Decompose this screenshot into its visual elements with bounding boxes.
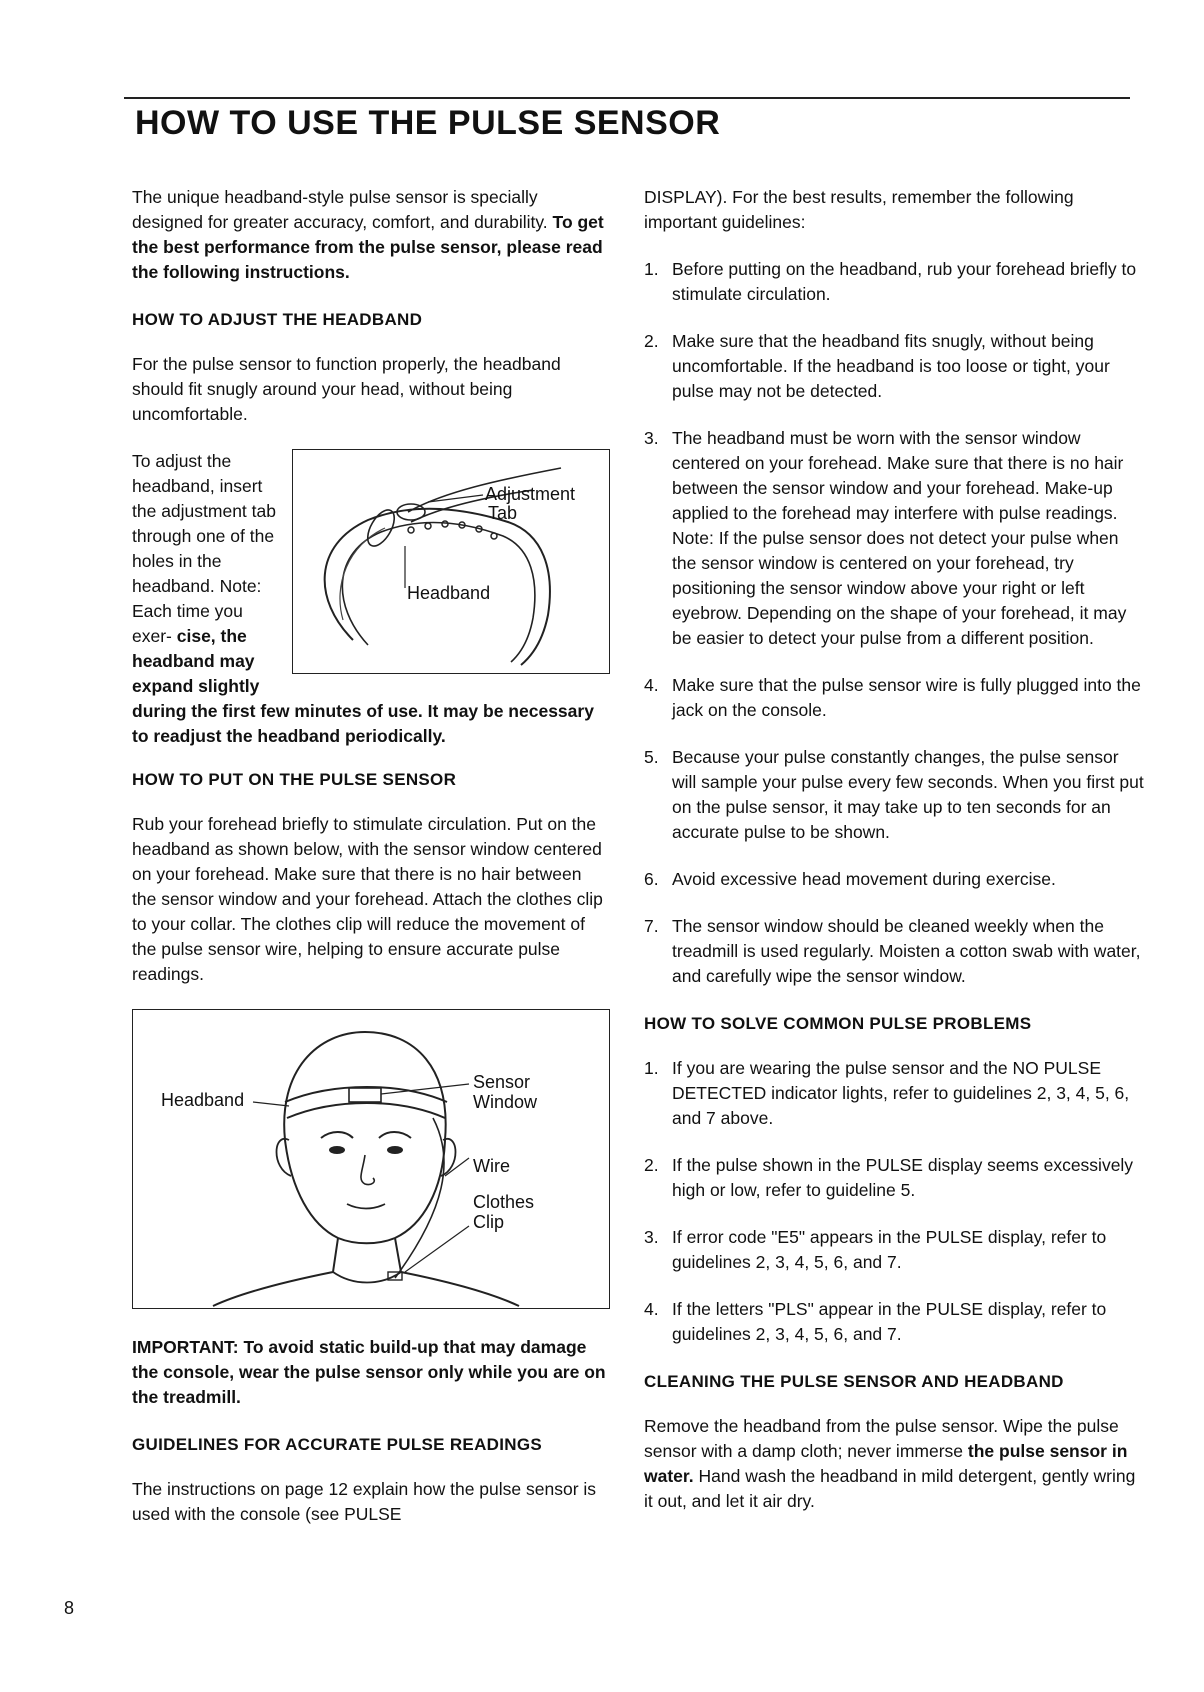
worn-headband-bottom: [287, 1103, 445, 1118]
label-window: Window: [473, 1092, 538, 1112]
adjust-headband-paragraph: For the pulse sensor to function properly, the headband should fit snugly around your head, without being uncomfortable.: [132, 354, 561, 424]
list-item: 4. Make sure that the pulse sensor wire is fully plugged into the jack on the console.: [644, 675, 1141, 720]
put-on-paragraph: Rub your forehead briefly to stimulate circulation. Put on the headband as shown below, with the sensor window centered on your forehead. Make sure that there is no hair between the sensor window and your forehead. Attach the clothes clip to your collar. The clothes clip will reduce the movement of the pulse sensor wire, helping to ensure accurate pulse readings.: [132, 814, 603, 984]
cleaning-heading: CLEANING THE PULSE SENSOR AND HEADBAND: [644, 1372, 1064, 1391]
label-tab: Tab: [488, 503, 518, 523]
right-brow: [379, 1132, 411, 1138]
adjust-note-bold: cise, the headband may expand slightly during the first few minutes of use. It may be necessary to readjust the headband periodically.: [132, 626, 594, 746]
problems-list: [644, 1056, 1144, 1347]
head-outline: [284, 1032, 445, 1243]
page-title: HOW TO USE THE PULSE SENSOR: [135, 104, 721, 142]
right-eye: [387, 1146, 403, 1154]
intro-text: The unique headband-style pulse sensor is specially designed for greater accuracy, comfort, and durability.: [132, 187, 548, 232]
right-shoulder: [395, 1238, 519, 1306]
label-wire: Wire: [473, 1156, 510, 1176]
guidelines-continued: DISPLAY). For the best results, remember the following important guidelines:: [644, 187, 1074, 232]
left-column: [132, 185, 610, 1549]
collar: [333, 1272, 401, 1283]
list-item: 2. If the pulse shown in the PULSE display seems excessively high or low, refer to guideline 5.: [644, 1155, 1134, 1200]
problems-heading: HOW TO SOLVE COMMON PULSE PROBLEMS: [644, 1014, 1032, 1033]
title-rule: [124, 97, 1130, 99]
man-wearing-headband-illustration: [133, 1010, 609, 1308]
adjust-section: [132, 449, 610, 749]
left-ear: [277, 1139, 292, 1176]
guidelines-list: [644, 257, 1144, 989]
label-sensor: Sensor: [473, 1072, 531, 1092]
adjustment-tab-shape: [397, 504, 425, 520]
left-brow: [321, 1132, 353, 1138]
label-clip: Clip: [473, 1212, 505, 1232]
adjust-instructions-text: To adjust the headband, insert the adjustment tab through one of the holes in the headband. Note: Each time you exer-: [132, 451, 276, 646]
page-number: 8: [64, 1598, 75, 1618]
mouth: [347, 1204, 385, 1209]
nose: [361, 1155, 374, 1185]
list-item: 3. The headband must be worn with the sensor window centered on your forehead. Make sure that there is no hair between the sensor window and your forehead. Make-up applied to the forehead may interfere with pulse readings. Note: If the pulse sensor does not detect your pulse when the sensor window is centered on your forehead, try positioning the sensor window above your right or left eyebrow. Depending on the shape of your forehead, it may be easier to detect your pulse from a different position.: [644, 428, 1127, 648]
cleaning-paragraph: Remove the headband from the pulse sensor. Wipe the pulse sensor with a damp cloth; never immerse the pulse sensor in water. Hand wash the headband in mild detergent, gently wring it out, and let it air dry.: [644, 1416, 1136, 1511]
intro-paragraph: [132, 185, 610, 285]
headband-adjustment-figure: [292, 449, 610, 674]
headband-leader: [253, 1102, 289, 1106]
sensor-window-rect: [349, 1088, 381, 1102]
put-on-heading: HOW TO PUT ON THE PULSE SENSOR: [132, 770, 457, 789]
headband-shade-line: [340, 528, 385, 620]
pulse-sensor-wearing-figure: [132, 1009, 610, 1309]
guidelines-intro: The instructions on page 12 explain how the pulse sensor is used with the console (see PULSE: [132, 1479, 597, 1524]
list-item: 7. The sensor window should be cleaned weekly when the treadmill is used regularly. Moisten a cotton swab with water, and carefully wipe the sensor window.: [644, 916, 1141, 986]
list-item: 3. If error code "E5" appears in the PULSE display, refer to guidelines 2, 3, 4, 5, 6, and 7.: [644, 1227, 1107, 1272]
list-item: 5. Because your pulse constantly changes, the pulse sensor will sample your pulse every few seconds. When you first put on the pulse sensor, it may take up to ten seconds for an accurate pulse to be shown.: [644, 747, 1144, 842]
list-item: 6. Avoid excessive head movement during exercise.: [644, 869, 1056, 889]
right-column: [644, 185, 1144, 1536]
list-item: 4. If the letters "PLS" appear in the PULSE display, refer to guidelines 2, 3, 4, 5, 6, and 7.: [644, 1299, 1107, 1344]
label-clothes: Clothes: [473, 1192, 535, 1212]
wire-leader: [445, 1158, 469, 1176]
left-eye: [329, 1146, 345, 1154]
list-item: 1. If you are wearing the pulse sensor and the NO PULSE DETECTED indicator lights, refer to guidelines 2, 3, 4, 5, 6, and 7 above.: [644, 1058, 1130, 1128]
list-item: 1. Before putting on the headband, rub your forehead briefly to stimulate circulation.: [644, 259, 1137, 304]
guidelines-heading: GUIDELINES FOR ACCURATE PULSE READINGS: [132, 1435, 542, 1454]
sensor-wire: [395, 1118, 444, 1278]
label-headband: Headband: [407, 583, 491, 603]
label-headband-worn: Headband: [161, 1090, 245, 1110]
important-note: IMPORTANT: To avoid static build-up that may damage the console, wear the pulse sensor only while you are on the treadmill.: [132, 1337, 606, 1407]
left-shoulder: [213, 1238, 338, 1306]
adjust-headband-heading: HOW TO ADJUST THE HEADBAND: [132, 310, 423, 329]
intro-bold-text: To get the best performance from the pulse sensor, please read the following instructions.: [132, 212, 604, 282]
list-item: 2. Make sure that the headband fits snugly, without being uncomfortable. If the headband is too loose or tight, your pulse may not be detected.: [644, 331, 1110, 401]
label-adjustment: Adjustment: [485, 484, 576, 504]
